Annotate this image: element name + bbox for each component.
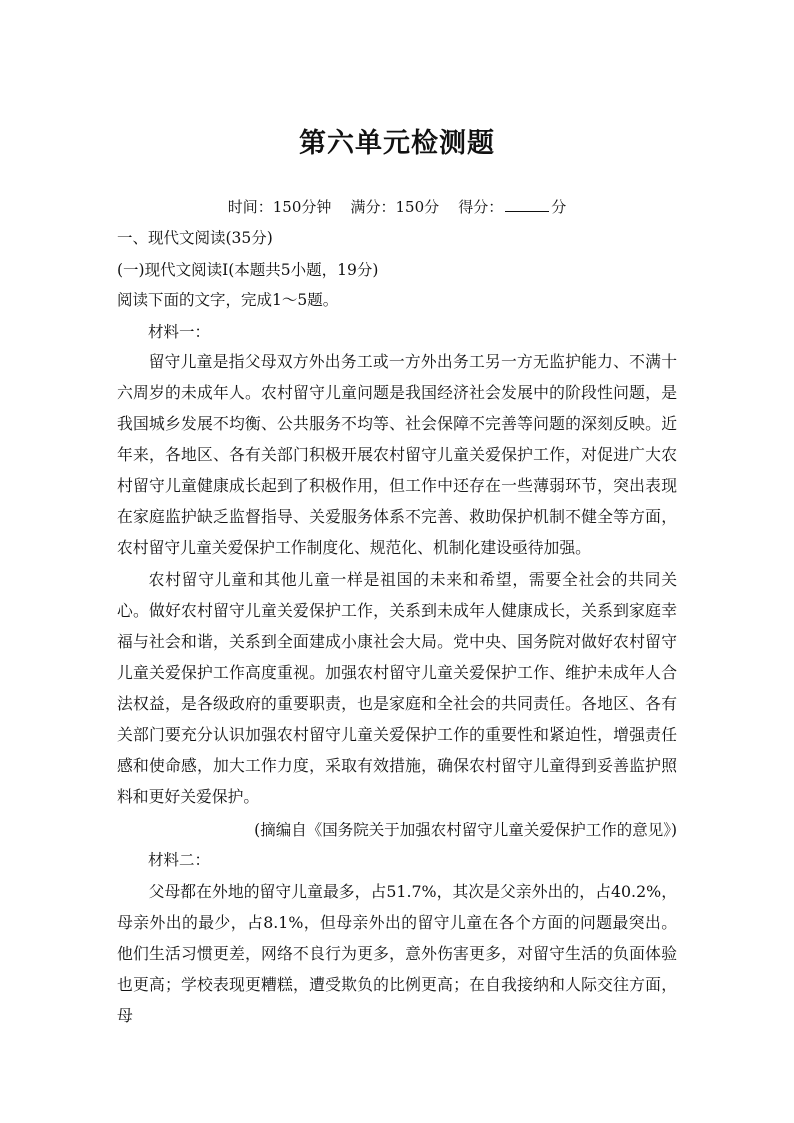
exam-full-score: 满分：150分 xyxy=(350,198,440,216)
score-blank xyxy=(505,197,549,212)
material1-paragraph: 农村留守儿童和其他儿童一样是祖国的未来和希望，需要全社会的共同关心。做好农村留守儿童关爱保护工作，关系到未成年人健康成长，关系到家庭幸福与社会和谐，关系到全面建成小康社会大局。党中央、国务院对做好农村留守儿童关爱保护工作高度重视。加强农村留守儿童关爱保护工作、维护未成年人合法权益，是各级政府的重要职责，也是家庭和全社会的共同责任。各地区、各有关部门要充分认识加强农村留守儿童关爱保护工作的重要性和紧迫性，增强责任感和使命感，加大工作力度，采取有效措施，确保农村留守儿童得到妥善监护照料和更好关爱保护。 xyxy=(117,570,677,806)
exam-score-unit: 分 xyxy=(551,198,567,216)
material1-paragraph: 留守儿童是指父母双方外出务工或一方外出务工另一方无监护能力、不满十六周岁的未成年人。农村留守儿童问题是我国经济社会发展中的阶段性问题，是我国城乡发展不均衡、公共服务不均等、社会保障不完善等问题的深刻反映。近年来，各地区、各有关部门积极开展农村留守儿童关爱保护工作，对促进广大农村留守儿童健康成长起到了积极作用，但工作中还存在一些薄弱环节，突出表现在家庭监护缺乏监督指导、关爱服务体系不完善、救助保护机制不健全等方面，农村留守儿童关爱保护工作制度化、规范化、机制化建设亟待加强。 xyxy=(117,352,677,557)
material-label: 材料一： xyxy=(148,323,211,341)
exam-meta xyxy=(0,194,794,220)
section-heading: 一、现代文阅读(35分) xyxy=(117,229,273,247)
exam-time: 时间：150分钟 xyxy=(227,198,332,216)
material-source: (摘编自《国务院关于加强农村留守儿童关爱保护工作的意见》) xyxy=(254,821,677,839)
material-label: 材料二： xyxy=(148,851,211,869)
subsection-heading: (一)现代文阅读Ⅰ(本题共5小题，19分) xyxy=(117,261,379,279)
material2-paragraph: 父母都在外地的留守儿童最多，占51.7%，其次是父亲外出的，占40.2%，母亲外出的最少，占8.1%，但母亲外出的留守儿童在各个方面的问题最突出。他们生活习惯更差，网络不良行为更多，意外伤害更多，对留守生活的负面体验也更高；学校表现更糟糕，遭受欺负的比例更高；在自我接纳和人际交往方面，母 xyxy=(117,882,677,1025)
instruction-text: 阅读下面的文字，完成1～5题。 xyxy=(117,291,339,309)
exam-score-label: 得分： xyxy=(458,198,504,216)
document-title: 第六单元检测题 xyxy=(299,128,495,159)
